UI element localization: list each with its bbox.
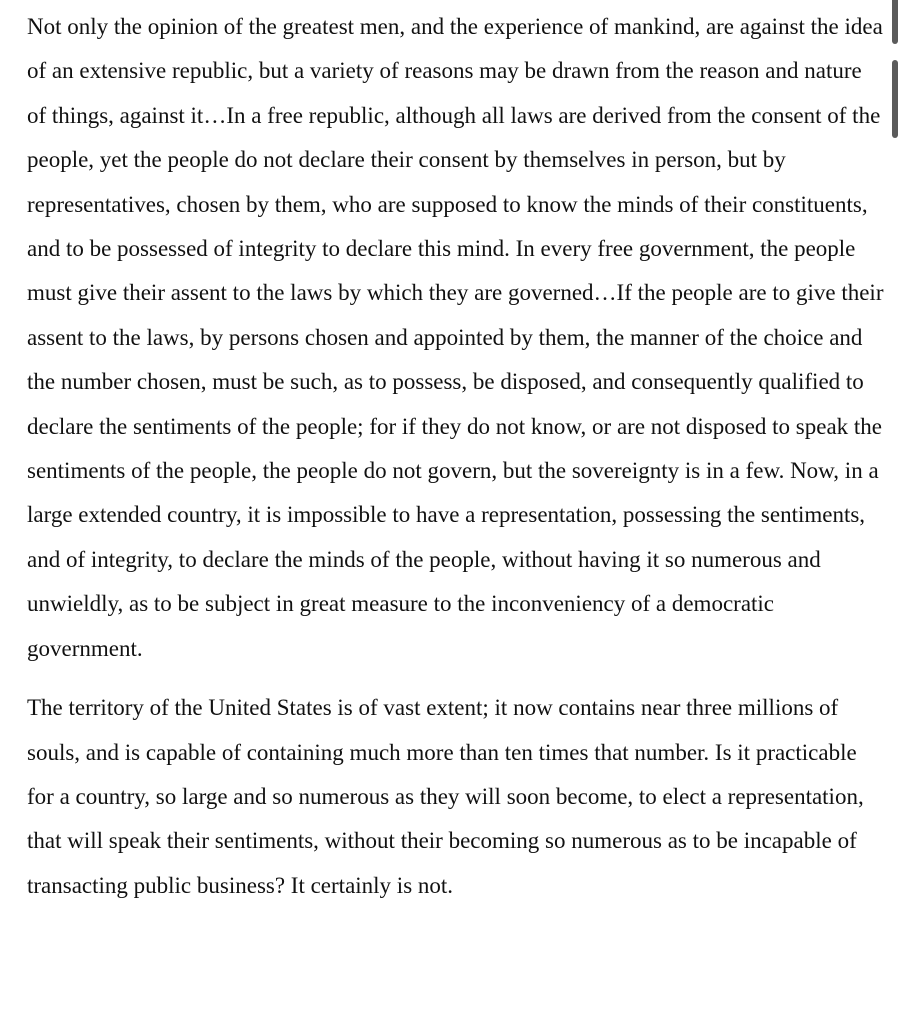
scrollbar-thumb[interactable] <box>892 60 898 138</box>
scrollbar-thumb-top[interactable] <box>892 0 898 44</box>
paragraph-1: Not only the opinion of the greatest men, and the experience of mankind, are against the idea of an extensive republic, but a variety of reasons may be drawn from the reason and nature of things, against it…In a free republic, although all laws are derived from the consent of the people, yet the people do not declare their consent by themselves in person, but by representatives, chosen by them, who are supposed to know the minds of their constituents, and to be possessed of integrity to declare this mind. In every free government, the people must give their assent to the laws by which they are governed…If the people are to give their assent to the laws, by persons chosen and appointed by them, the manner of the choice and the number chosen, must be such, as to possess, be disposed, and consequently qualified to declare the sentiments of the people; for if they do not know, or are not disposed to speak the sentiments of the people, the people do not govern, but the sovereignty is in a few. Now, in a large extended country, it is impossible to have a representation, possessing the sentiments, and of integrity, to declare the minds of the people, without having it so numerous and unwieldly, as to be subject in great measure to the inconveniency of a democratic government. <box>27 14 884 661</box>
paragraph-2: The territory of the United States is of vast extent; it now contains near three millions of souls, and is capable of containing much more than ten times that number. Is it practicable for a country, so large and so numerous as they will soon become, to elect a representation, that will speak their sentiments, without their becoming so numerous as to be incapable of transacting public business? It certainly is not. <box>27 695 864 898</box>
scrollbar[interactable] <box>892 0 898 1024</box>
